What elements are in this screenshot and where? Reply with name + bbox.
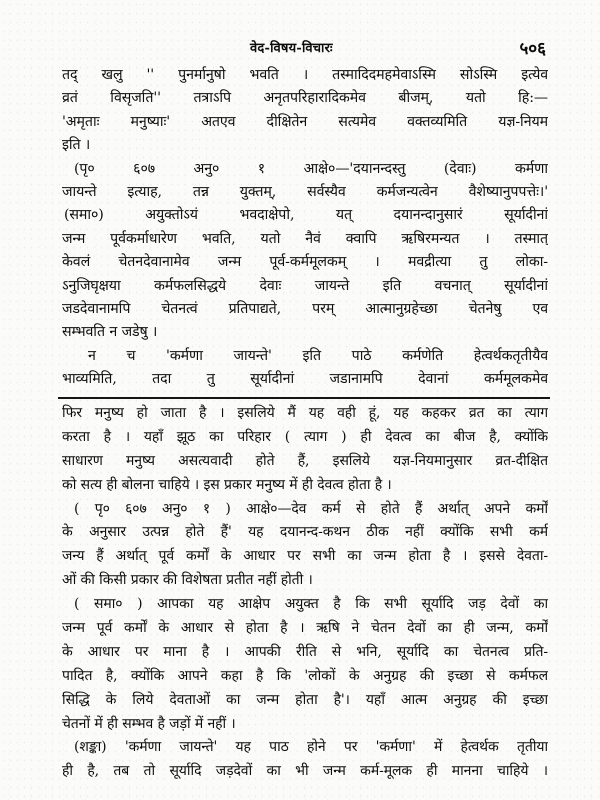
sanskrit-line: भाव्यमिति, तदा तु सूर्यादीनां जडानामपि देवानां कर्ममूलकमेव <box>62 371 548 388</box>
hindi-line: (शङ्का) 'कर्मणा जायन्ते' यह पाठ होने पर 'कर्मणा' में हेत्वर्थक तृतीया <box>74 739 548 756</box>
hindi-line: को सत्य ही बोलना चाहिये । इस प्रकार मनुष्य में ही देवत्व होता है । <box>62 476 392 493</box>
hindi-line: के आधार पर माना है । आपकी रीति से भनि, सूर्यादि का चेतनत्व प्रति- <box>62 643 548 660</box>
hindi-line: साधारण मनुष्य असत्यवादी होते हैं, इसलिये यज्ञ-नियमानुसार व्रत-दीक्षित <box>62 452 548 469</box>
running-title: वेद-विषय-विचारः <box>250 41 333 56</box>
hindi-line: फिर मनुष्य हो जाता है । इसलिये मैं यह वही हूं, यह कहकर व्रत का त्याग <box>62 405 548 421</box>
sanskrit-line: जडदेवानामपि चेतनत्वं प्रतिपाद्यते, परम् आत्मानुग्रहेच्छा चेतनेषु एव <box>62 300 548 317</box>
hindi-text-block <box>62 402 548 784</box>
sanskrit-line: (समा०) अयुक्तोऽयं भवदाक्षेपो, यत् दयानन्दानुसारं सूर्यादीनां <box>64 207 548 224</box>
hindi-line: जन्म पूर्व कर्मों के आधार से होता है । ऋषि ने चेतन देवों का ही जन्म, कर्मों <box>62 620 548 637</box>
section-divider <box>58 397 550 399</box>
sanskrit-line: केवलं चेतनदेवानामेव जन्म पूर्व-कर्ममूलकम् । मवद्रीत्या तु लोका- <box>62 254 548 271</box>
hindi-line: ( समा० ) आपका यह आक्षेप अयुक्त है कि सभी सूर्यादि जड़ देवों का <box>74 596 548 613</box>
sanskrit-line: व्रतं विसृजति'' तत्राऽपि अनृतपरिहारादिकमेव बीजम्, यतो हि:— <box>62 90 548 107</box>
hindi-line: जन्य हैं अर्थात् पूर्व कर्मों के आधार पर सभी का जन्म होता है । इससे देवता- <box>62 548 548 565</box>
hindi-line: ओं की किसी प्रकार की विशेषता प्रतीत नहीं होती । <box>62 572 313 589</box>
sanskrit-line: तद् खलु '' पुनर्मानुषो भवति । तस्मादिदमहमेवाऽस्मि सोऽस्मि इत्येव <box>62 67 548 83</box>
sanskrit-text-block <box>62 64 548 391</box>
hindi-line: सिद्धि के लिये देवताओं का जन्म होता है'। यहाँ आत्म अनुग्रह की इच्छा <box>62 691 548 708</box>
sanskrit-line: सम्भवति न जडेषु । <box>62 324 158 341</box>
page-number: ५०६ <box>519 39 546 59</box>
hindi-line: ही है, तब तो सूर्यादि जड़देवों का भी जन्म कर्म-मूलक ही मानना चाहिये । <box>62 763 548 780</box>
running-head <box>60 38 546 60</box>
sanskrit-line: 'अमृताः मनुष्याः' अतएव दीक्षितेन सत्यमेव वक्तव्यमिति यज्ञ-नियम <box>62 113 548 130</box>
sanskrit-line: जन्म पूर्वकर्माधारेण भवति, यतो नैवं क्वापि ऋषिरमन्यत । तस्मात् <box>62 230 548 247</box>
hindi-line: ( पृ० ६०७ अनु० १ ) आक्षे०—देव कर्म से होते हैं अर्थात् अपने कर्मों <box>74 500 548 517</box>
sanskrit-line: इति । <box>62 137 91 154</box>
hindi-line: के अनुसार उत्पन्न होते हैं' यह दयानन्द-कथन ठीक नहीं क्योंकि सभी कर्म <box>62 524 548 541</box>
sanskrit-line: ऽनुजिघृक्षया कर्मफलसिद्धये देवाः जायन्ते इति वचनात् सूर्यादीनां <box>62 277 548 294</box>
sanskrit-line: जायन्ते इत्याह, तन्न युक्तम्, सर्वस्यैव कर्मजन्यत्वेन वैशेष्यानुपपत्तेः।' <box>62 183 548 200</box>
hindi-line: पादित है, क्योंकि आपने कहा है कि 'लोकों के अनुग्रह की इच्छा से कर्मफल <box>62 667 548 684</box>
sanskrit-line: न च 'कर्मणा जायन्ते' इति पाठे कर्मणेति हेत्वर्थकतृतीयैव <box>88 347 548 364</box>
sanskrit-line: (पृ० ६०७ अनु० १ आक्षे०—'दयानन्दस्तु (देवाः) कर्मणा <box>74 160 548 177</box>
hindi-line: चेतनों में ही सम्भव है जड़ों में नहीं । <box>62 715 236 732</box>
hindi-line: करता है । यहाँ झूठ का परिहार ( त्याग ) ही देवत्व का बीज है, क्योंकि <box>62 428 548 445</box>
